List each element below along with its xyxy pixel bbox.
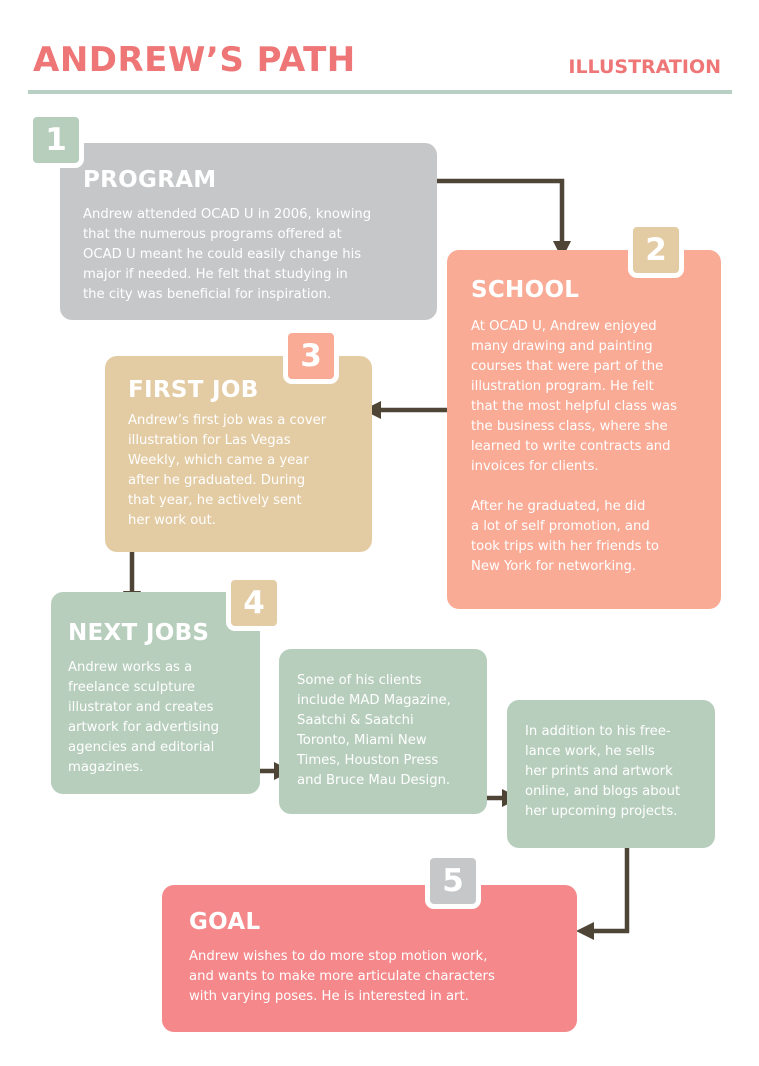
step-badge-1: 1 [28, 112, 84, 168]
goal-box [162, 885, 577, 1032]
school-text: At OCAD U, Andrew enjoyed many drawing and painting courses that were part of the illustration program. He felt that the most helpful class was the business class, where she learned to write contracts and invoices for clients. After he graduated, he did a lot of self promotion, and took trips with her friends to New York for networking. [471, 319, 677, 574]
page-title: ANDREW’S PATH [33, 40, 356, 80]
step-badge-2: 2 [628, 222, 684, 278]
first-job-title: FIRST JOB [128, 377, 259, 403]
step-badge-5: 5 [425, 853, 481, 909]
step-badge-4: 4 [226, 575, 282, 631]
school-title: SCHOOL [471, 277, 580, 303]
step-badge-3: 3 [283, 328, 339, 384]
clients-text: Some of his clients include MAD Magazine, Saatchi & Saatchi Toronto, Miami New Times, Houston Press and Bruce Mau Design. [297, 673, 451, 788]
program-box [60, 143, 437, 320]
next-jobs-title: NEXT JOBS [68, 620, 210, 646]
extra-work-text: In addition to his free- lance work, he sells her prints and artwork online, and blogs about her upcoming projects. [525, 724, 681, 819]
program-text: Andrew attended OCAD U in 2006, knowing that the numerous programs offered at OCAD U meant he could easily change his major if needed. He felt that studying in the city was beneficial for inspiration. [83, 207, 372, 302]
program-title: PROGRAM [83, 167, 217, 193]
goal-text: Andrew wishes to do more stop motion work, and wants to make more articulate characters with varying poses. He is interested in art. [189, 949, 495, 1004]
extra-work-box [507, 700, 715, 848]
arrow-extra-to-goal [585, 835, 627, 931]
clients-box [279, 649, 487, 814]
first-job-text: Andrew’s first job was a cover illustration for Las Vegas Weekly, which came a year after he graduated. During that year, he actively sent her work out. [128, 413, 327, 528]
first-job-box [105, 356, 372, 552]
next-jobs-text: Andrew works as a freelance sculpture illustrator and creates artwork for advertising agencies and editorial magazines. [68, 660, 219, 775]
goal-title: GOAL [189, 909, 261, 935]
school-box [447, 250, 721, 609]
category-label: ILLUSTRATION [568, 56, 721, 78]
